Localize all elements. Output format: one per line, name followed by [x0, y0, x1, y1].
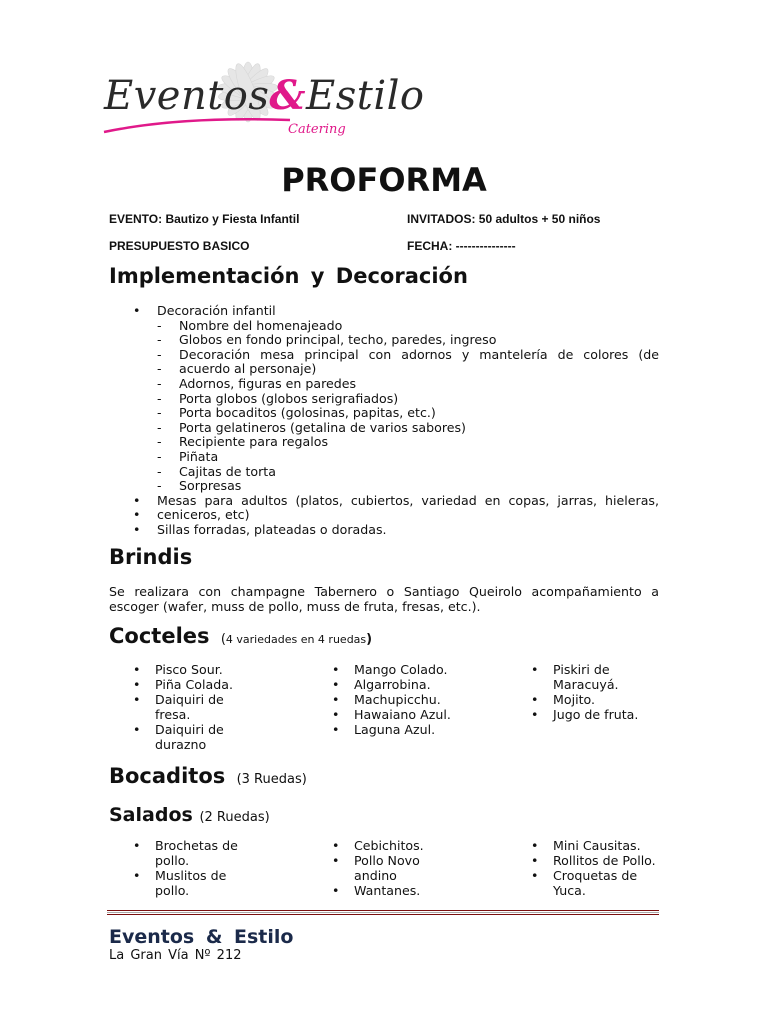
- list-item: • Daiquiri de durazno: [133, 722, 253, 752]
- cocteles-col2: [332, 662, 512, 737]
- logo-wordmark: Eventos&Estilo: [104, 72, 425, 119]
- cocteles-note: (4 variedades en 4 ruedas): [220, 632, 373, 647]
- list-item: • Piskiri de Maracuyá.: [531, 662, 661, 692]
- section-heading-brindis: Brindis: [109, 545, 193, 569]
- list-item-continuation: • ceniceros, etc): [133, 508, 659, 523]
- page-title: PROFORMA: [281, 161, 487, 199]
- list-item: • Mesas para adultos (platos, cubiertos, variedad en copas, jarras, hieleras,: [133, 494, 659, 509]
- list-subitem: - Recipiente para regalos: [109, 435, 659, 450]
- list-item: • Mango Colado.: [332, 662, 512, 677]
- list-item: • Daiquiri de fresa.: [133, 692, 253, 722]
- cocteles-col3: [531, 662, 661, 722]
- evento-label: EVENTO: Bautizo y Fiesta Infantil: [109, 212, 300, 226]
- section-heading-cocteles: Cocteles (4 variedades en 4 ruedas): [109, 624, 373, 648]
- list-subitem: - Cajitas de torta: [109, 465, 659, 480]
- list-subitem: - Porta gelatineros (getalina de varios sabores): [109, 421, 659, 436]
- list-item: • Muslitos de pollo.: [133, 868, 263, 898]
- section-heading-salados: Salados (2 Ruedas): [109, 804, 270, 826]
- list-item: • Wantanes.: [332, 883, 462, 898]
- list-subitem: - Nombre del homenajeado: [109, 319, 659, 334]
- cocteles-col1: [133, 662, 253, 752]
- list-item: • Sillas forradas, plateadas o doradas.: [133, 523, 659, 538]
- list-item: • Piña Colada.: [133, 677, 253, 692]
- footer-divider: [107, 910, 659, 916]
- list-item: • Mini Causitas.: [531, 838, 671, 853]
- fecha-label: FECHA: ---------------: [407, 239, 516, 253]
- footer-address: La Gran Vía Nº 212: [109, 948, 242, 963]
- implementacion-list: [133, 304, 659, 538]
- brindis-text-line1: Se realizara con champagne Tabernero o Santiago Queirolo acompañamiento a: [109, 584, 659, 599]
- list-subitem: - Globos en fondo principal, techo, paredes, ingreso: [109, 333, 659, 348]
- logo-subtitle: Catering: [288, 122, 346, 137]
- list-item: • Decoración infantil: [133, 304, 659, 319]
- list-item: • Laguna Azul.: [332, 722, 512, 737]
- company-logo: [100, 58, 425, 146]
- salados-col1: [133, 838, 263, 898]
- list-subitem: - Sorpresas: [109, 479, 659, 494]
- list-item: • Brochetas de pollo.: [133, 838, 263, 868]
- section-heading-bocaditos: Bocaditos (3 Ruedas): [109, 764, 307, 788]
- list-item: • Cebichitos.: [332, 838, 462, 853]
- list-subitem-continuation: - acuerdo al personaje): [109, 362, 659, 377]
- salados-note: (2 Ruedas): [199, 810, 270, 825]
- list-subitem: - Porta bocaditos (golosinas, papitas, etc.): [109, 406, 659, 421]
- list-item: • Croquetas de Yuca.: [531, 868, 671, 898]
- section-heading-implementacion: Implementación y Decoración: [109, 264, 468, 288]
- list-item: • Mojito.: [531, 692, 661, 707]
- list-item: • Hawaiano Azul.: [332, 707, 512, 722]
- footer-company-name: Eventos & Estilo: [109, 926, 294, 948]
- list-item: • Rollitos de Pollo.: [531, 853, 671, 868]
- list-subitem: - Adornos, figuras en paredes: [109, 377, 659, 392]
- list-subitem: - Piñata: [109, 450, 659, 465]
- list-item: • Machupicchu.: [332, 692, 512, 707]
- list-subitem: - Porta globos (globos serigrafiados): [109, 392, 659, 407]
- brindis-text-line2: escoger (wafer, muss de pollo, muss de fruta, fresas, etc.).: [109, 599, 481, 614]
- salados-col3: [531, 838, 671, 898]
- list-item: • Jugo de fruta.: [531, 707, 661, 722]
- salados-col2: [332, 838, 462, 898]
- list-item: • Pisco Sour.: [133, 662, 253, 677]
- list-subitem: - Decoración mesa principal con adornos y mantelería de colores (de: [109, 348, 659, 363]
- bocaditos-note: (3 Ruedas): [236, 772, 307, 787]
- list-item: • Pollo Novo andino: [332, 853, 462, 883]
- invitados-label: INVITADOS: 50 adultos + 50 niños: [407, 212, 601, 226]
- list-item: • Algarrobina.: [332, 677, 512, 692]
- presupuesto-label: PRESUPUESTO BASICO: [109, 239, 250, 253]
